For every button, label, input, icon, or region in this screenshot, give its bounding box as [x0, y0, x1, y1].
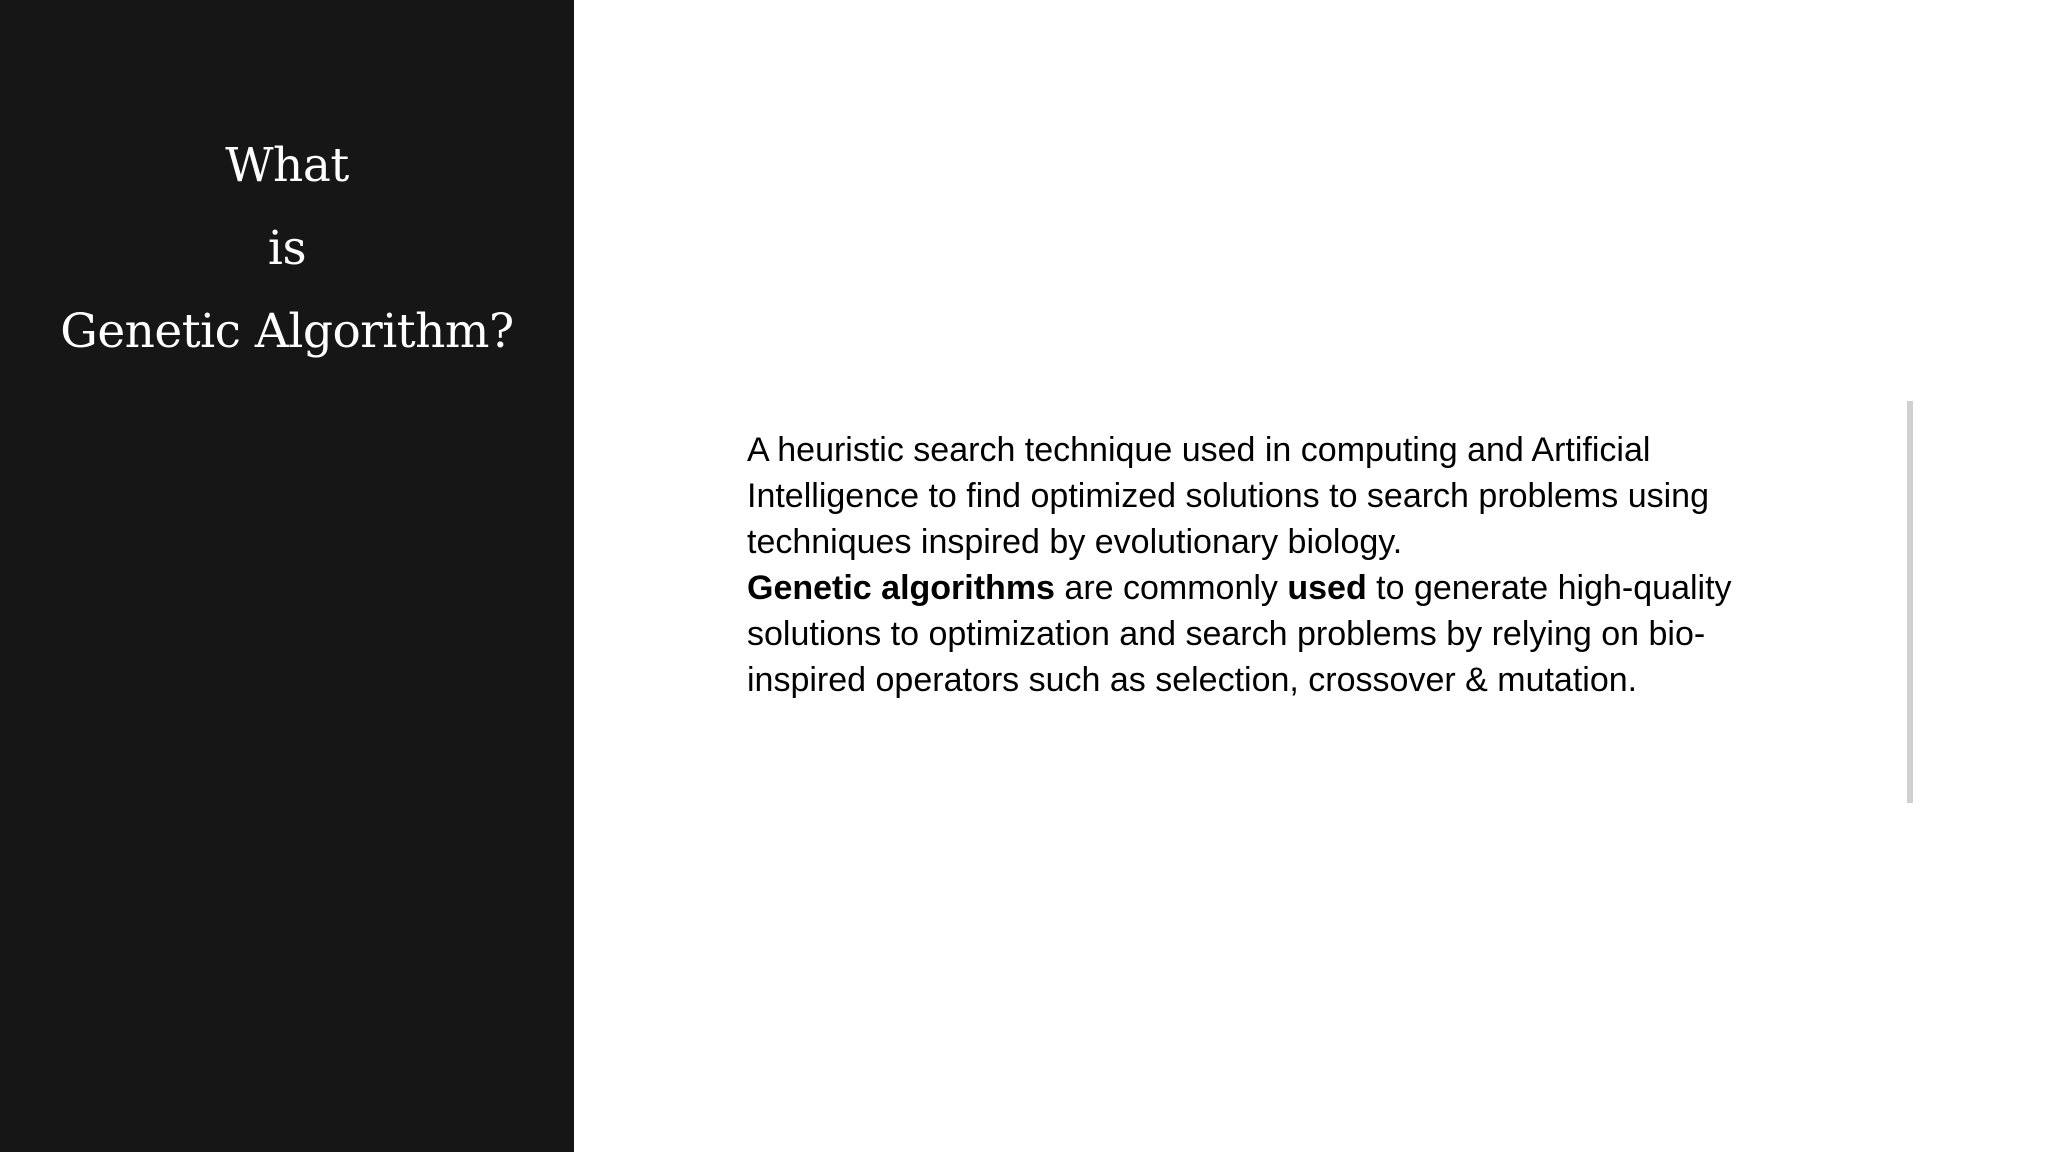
definition-paragraph: A heuristic search technique used in computing and Artificial Intelligence to find optimized solutions to search problems using techniques inspired by evolutionary biology.	[747, 431, 1709, 561]
title-line-1: What	[225, 138, 349, 193]
title-line-3: Genetic Algorithm?	[60, 304, 514, 359]
usage-text-1: are commonly	[1054, 569, 1288, 607]
bold-term-used: used	[1287, 569, 1367, 607]
bold-term-genetic-algorithms: Genetic algorithms	[747, 569, 1055, 607]
usage-text-2: to generate high-quality solutions to optimization and search problems by relying on bio-inspired operators such as selection, crossover & mutation.	[747, 569, 1732, 699]
slide-title	[0, 124, 574, 373]
body-content	[747, 427, 1787, 703]
title-line-2: is	[267, 221, 307, 276]
accent-divider	[1907, 401, 1913, 803]
title-panel	[0, 0, 574, 1152]
usage-paragraph	[747, 565, 1787, 703]
